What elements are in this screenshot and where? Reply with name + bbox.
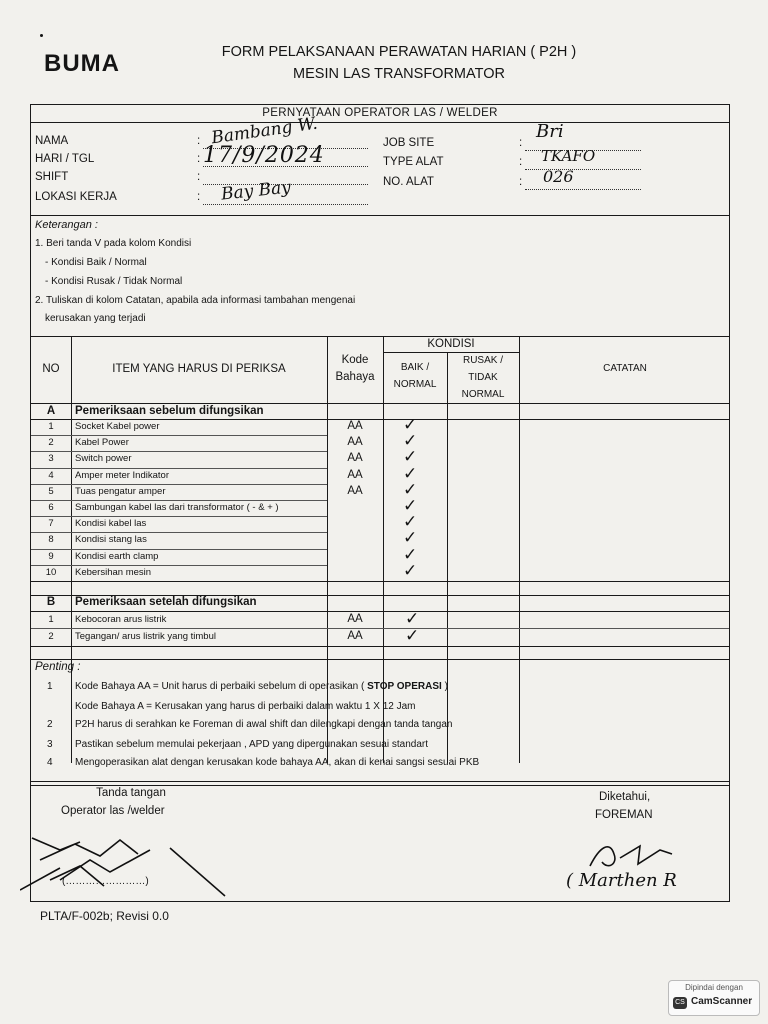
row-item: Kondisi stang las <box>75 534 147 546</box>
check-mark: ✓ <box>403 496 418 516</box>
divider <box>31 646 729 647</box>
penting-no: 3 <box>47 739 53 750</box>
row-divider <box>31 628 729 629</box>
penting-text: Pastikan sebelum memulai pekerjaan , APD yang dipergunakan sesuai standart <box>75 739 428 750</box>
header-normal: NORMAL <box>393 379 437 390</box>
colon: : <box>519 137 523 149</box>
col-line <box>519 336 520 763</box>
row-kode: AA <box>347 484 363 497</box>
keterangan-title: Keterangan : <box>35 219 98 231</box>
penting-line <box>75 701 416 712</box>
colon: : <box>519 156 523 168</box>
penting-bold: STOP OPERASI <box>367 681 442 692</box>
header-bahaya: Bahaya <box>335 371 375 383</box>
check-mark: ✓ <box>403 560 418 581</box>
row-item: Switch power <box>75 453 132 465</box>
row-divider <box>31 516 327 517</box>
check-mark: ✓ <box>405 626 420 646</box>
row-kode: AA <box>347 452 363 465</box>
lokasi-value: Bay Bay <box>220 177 292 205</box>
check-mark: ✓ <box>405 609 420 629</box>
row-divider <box>31 484 327 485</box>
sign-right-title: Diketahui, <box>599 791 651 803</box>
header-item: ITEM YANG HARUS DI PERIKSA <box>112 363 286 375</box>
row-item: Tegangan/ arus listrik yang timbul <box>75 631 216 642</box>
colon: : <box>197 171 201 183</box>
row-no: 10 <box>45 566 57 578</box>
divider <box>31 336 729 337</box>
penting-text: Kode Bahaya A = Kerusakan yang harus di perbaiki dalam waktu 1 X 12 Jam <box>75 701 416 712</box>
row-no: 7 <box>48 518 54 530</box>
row-divider <box>31 549 327 550</box>
divider <box>383 352 519 353</box>
colon: : <box>197 135 201 147</box>
keterangan-line: - Kondisi Baik / Normal <box>45 257 147 268</box>
sign-left-name: (……………………) <box>62 876 149 887</box>
form-frame <box>30 104 730 821</box>
form-subtitle: MESIN LAS TRANSFORMATOR <box>293 66 505 82</box>
penting-line <box>75 739 428 750</box>
no-alat-value: 026 <box>543 167 574 186</box>
company-logo: BUMA <box>44 50 120 77</box>
header-baik: BAIK / <box>400 362 430 373</box>
colon: : <box>197 191 201 203</box>
dotted-line <box>203 204 368 205</box>
section-b-letter: B <box>46 596 56 608</box>
penting-text: Kode Bahaya AA = Unit harus di perbaiki sebelum di operasikan ( <box>75 681 365 692</box>
row-divider <box>31 500 327 501</box>
divider <box>31 215 729 216</box>
field-label-shift: SHIFT <box>35 171 69 183</box>
form-title: FORM PELAKSANAAN PERAWATAN HARIAN ( P2H ) <box>221 44 577 60</box>
camscanner-icon: CS <box>673 997 687 1009</box>
job-site-value: Bri <box>536 121 564 142</box>
keterangan-line: kerusakan yang terjadi <box>45 313 146 324</box>
col-line <box>383 336 384 763</box>
sign-right-name: ( Marthen R <box>566 870 677 891</box>
header-kode: Kode <box>341 354 369 366</box>
penting-no: 2 <box>47 719 53 730</box>
keterangan-line: 2. Tuliskan di kolom Catatan, apabila ada informasi tambahan mengenai <box>35 295 356 306</box>
row-no: 8 <box>48 534 54 546</box>
check-mark: ✓ <box>403 431 418 452</box>
row-item: Socket Kabel power <box>75 421 160 432</box>
colon: : <box>197 153 201 165</box>
keterangan-line: 1. Beri tanda V pada kolom Kondisi <box>35 238 192 249</box>
row-no: 1 <box>48 421 54 432</box>
check-mark: ✓ <box>403 528 418 549</box>
check-mark: ✓ <box>403 512 418 533</box>
operator-section-title: PERNYATAAN OPERATOR LAS / WELDER <box>262 107 498 119</box>
col-line <box>327 336 328 763</box>
row-kode: AA <box>347 420 363 432</box>
row-kode: AA <box>347 468 363 481</box>
check-mark: ✓ <box>403 447 418 468</box>
check-mark: ✓ <box>403 415 418 435</box>
field-label-lokasi: LOKASI KERJA <box>35 191 117 203</box>
logo-mark <box>40 34 43 37</box>
row-kode: AA <box>347 630 363 642</box>
penting-no: 1 <box>47 681 53 692</box>
section-a-title: Pemeriksaan sebelum difungsikan <box>75 405 264 417</box>
row-no: 6 <box>48 502 54 513</box>
section-b-title: Pemeriksaan setelah difungsikan <box>75 596 257 608</box>
row-kode: AA <box>347 613 363 625</box>
row-no: 9 <box>48 550 54 562</box>
row-item: Tuas pengatur amper <box>75 485 166 497</box>
sign-right-subtitle: FOREMAN <box>595 809 653 821</box>
section-a-letter: A <box>46 405 56 417</box>
header-rusak: RUSAK / <box>462 355 503 366</box>
hari-tgl-value: 17/9/2024 <box>203 143 325 168</box>
penting-tail: ) <box>444 681 448 692</box>
operator-signature <box>20 820 230 900</box>
penting-line <box>75 681 448 692</box>
header-tidak-normal: NORMAL <box>461 389 505 400</box>
header-tidak: TIDAK <box>468 372 498 383</box>
penting-line <box>75 757 479 768</box>
header-no: NO <box>42 363 60 375</box>
row-item: Sambungan kabel las dari transformator ( - & + ) <box>75 502 279 513</box>
field-label-nama: NAMA <box>35 135 69 147</box>
keterangan-line: - Kondisi Rusak / Tidak Normal <box>45 276 183 287</box>
sign-left-title: Tanda tangan <box>96 787 166 799</box>
penting-text: Mengoperasikan alat dengan kerusakan kode bahaya AA, akan di kenai sangsi sesuai PKB <box>75 757 480 768</box>
nama-value: Bambang W. <box>210 113 319 149</box>
field-label-hari-tgl: HARI / TGL <box>35 153 95 165</box>
field-label-type-alat: TYPE ALAT <box>383 156 444 168</box>
col-line <box>444 352 448 763</box>
col-line <box>71 336 72 763</box>
row-item: Kondisi earth clamp <box>75 550 159 562</box>
row-no: 2 <box>48 437 54 449</box>
row-no: 2 <box>48 631 54 642</box>
check-mark: ✓ <box>403 463 418 484</box>
divider <box>31 581 729 582</box>
row-divider <box>31 468 327 469</box>
check-mark: ✓ <box>403 544 418 565</box>
divider <box>31 122 729 123</box>
camscanner-badge <box>668 980 760 1016</box>
field-label-no-alat: NO. ALAT <box>383 176 434 188</box>
row-no: 4 <box>48 469 54 481</box>
row-divider <box>31 435 327 436</box>
header-kondisi: KONDISI <box>427 338 475 350</box>
penting-no: 4 <box>47 757 53 768</box>
row-item: Kabel Power <box>75 437 129 449</box>
row-no: 3 <box>48 453 54 465</box>
scanner-line1: Dipindai dengan <box>685 983 743 992</box>
form-code: PLTA/F-002b; Revisi 0.0 <box>40 909 169 923</box>
row-item: Kondisi kabel las <box>75 518 147 530</box>
row-kode: AA <box>347 436 363 449</box>
penting-line <box>75 719 452 730</box>
check-mark: ✓ <box>403 479 418 500</box>
penting-text: P2H harus di serahkan ke Foreman di awal shift dan dilengkapi dengan tanda tangan <box>75 719 453 730</box>
colon: : <box>519 176 523 188</box>
row-no: 1 <box>48 614 54 625</box>
scanner-line2: CamScanner <box>691 996 753 1007</box>
row-no: 5 <box>48 485 54 497</box>
field-label-job-site: JOB SITE <box>383 137 435 149</box>
header-catatan: CATATAN <box>603 363 647 374</box>
sign-left-subtitle: Operator las /welder <box>61 805 165 817</box>
row-divider <box>31 451 327 452</box>
row-item: Kebocoran arus listrik <box>75 614 167 625</box>
dotted-line <box>525 189 641 190</box>
type-alat-value: TKAFO <box>541 147 596 165</box>
row-item: Amper meter Indikator <box>75 469 169 481</box>
row-divider <box>31 565 327 566</box>
foreman-signature <box>580 836 680 876</box>
row-item: Kebersihan mesin <box>75 566 152 578</box>
divider <box>31 659 729 660</box>
penting-title: Penting : <box>35 661 81 673</box>
row-divider <box>31 532 327 533</box>
